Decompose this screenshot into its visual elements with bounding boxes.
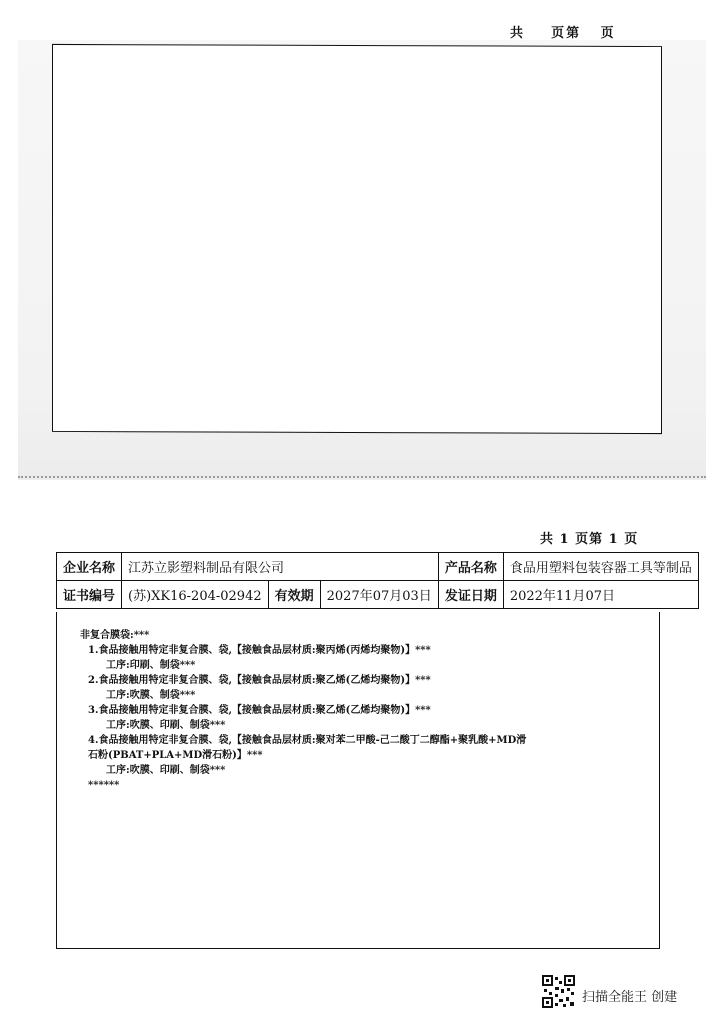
top-page-frame: [52, 44, 662, 434]
validity-label: 有效期: [268, 581, 320, 609]
scope-process: 工序:吹膜、制袋***: [106, 690, 196, 701]
scope-process: 工序:吹膜、印刷、制袋***: [106, 720, 226, 731]
company-name-value: 江苏立影塑料制品有限公司: [122, 553, 439, 581]
product-scope-text: [80, 628, 526, 793]
qr-code-icon: [542, 975, 575, 1008]
product-name-label: 产品名称: [438, 553, 503, 581]
product-name-value: 食品用塑料包装容器工具等制品: [503, 553, 698, 581]
scope-process: 工序:吹膜、印刷、制袋***: [106, 765, 226, 776]
issue-date-label: 发证日期: [438, 581, 503, 609]
certificate-info-table: [56, 552, 699, 609]
scope-end-marker: ******: [88, 780, 120, 791]
bottom-page-number: 共 1 页第 1 页: [540, 532, 639, 547]
certificate-number-value: (苏)XK16-204-02942: [122, 581, 269, 609]
scope-process: 工序:印刷、制袋***: [106, 660, 196, 671]
scope-item: 3.食品接触用特定非复合膜、袋,【接触食品层材质:聚乙烯(乙烯均聚物)】***: [88, 705, 431, 716]
certificate-number-label: 证书编号: [57, 581, 122, 609]
company-name-label: 企业名称: [57, 553, 122, 581]
scope-item: 1.食品接触用特定非复合膜、袋,【接触食品层材质:聚丙烯(丙烯均聚物)】***: [88, 645, 431, 656]
validity-value: 2027年07月03日: [320, 581, 438, 609]
scope-item: 2.食品接触用特定非复合膜、袋,【接触食品层材质:聚乙烯(乙烯均聚物)】***: [88, 675, 431, 686]
top-page-number: 共 页第 页: [510, 26, 616, 41]
scope-heading: 非复合膜袋:***: [80, 630, 150, 641]
scope-item: 4.食品接触用特定非复合膜、袋,【接触食品层材质:聚对苯二甲酸-己二酸丁二醇酯+聚乳酸+MD滑: [88, 735, 527, 746]
issue-date-value: 2022年11月07日: [503, 581, 698, 609]
scanner-watermark: 扫描全能王 创建: [582, 990, 678, 1005]
table-row: [57, 581, 699, 609]
scope-item-continued: 石粉(PBAT+PLA+MD滑石粉)】***: [88, 750, 263, 761]
table-row: [57, 553, 699, 581]
page-separator: [18, 476, 706, 478]
